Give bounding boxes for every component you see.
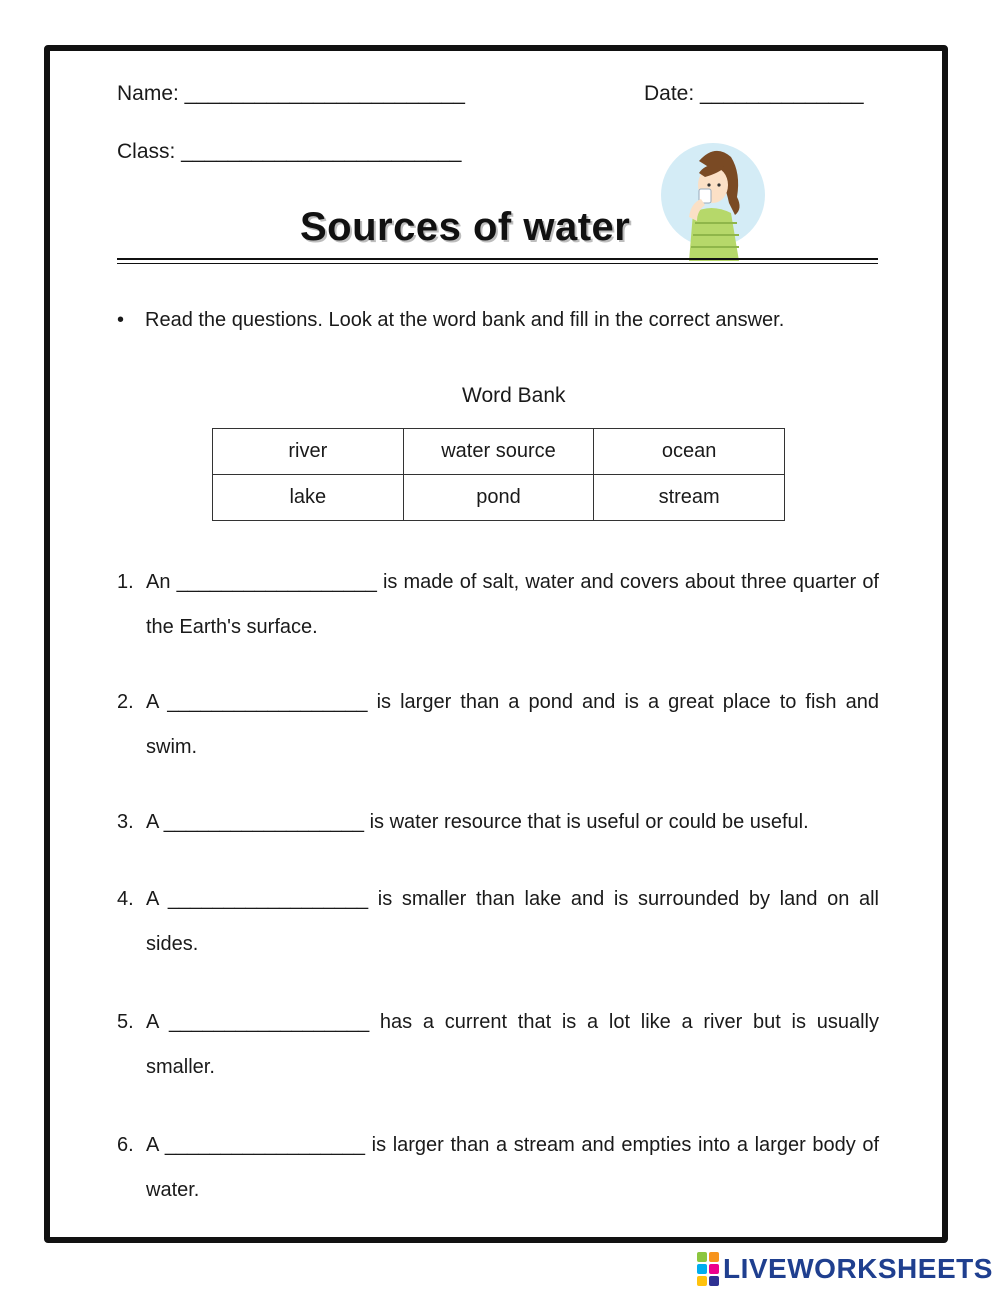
word-bank-row	[213, 429, 785, 475]
instruction-text: Read the questions. Look at the word bank and fill in the correct answer.	[145, 309, 785, 331]
word-bank-row	[213, 475, 785, 521]
liveworksheets-logo	[697, 1253, 993, 1285]
date-field[interactable]: Date: ______________	[644, 82, 864, 105]
logo-block	[697, 1264, 707, 1274]
question-text[interactable]: A __________________ is water resource that is useful or could be useful.	[146, 811, 809, 833]
word-bank-table	[212, 428, 785, 521]
word-bank-cell[interactable]: water source	[403, 429, 594, 475]
question-1	[117, 560, 879, 650]
question-5	[117, 1000, 879, 1090]
page-title: Sources of water	[300, 205, 631, 249]
instruction	[117, 309, 784, 332]
word-bank-cell[interactable]: stream	[594, 475, 785, 521]
question-number: 1.	[117, 571, 134, 593]
question-number: 6.	[117, 1134, 134, 1156]
question-4	[117, 877, 879, 967]
word-bank-cell[interactable]: pond	[403, 475, 594, 521]
logo-block	[709, 1252, 719, 1262]
word-bank-title: Word Bank	[462, 384, 566, 407]
question-text[interactable]: An __________________ is made of salt, water and covers about three quarter of the Earth's surface.	[146, 571, 879, 638]
question-number: 3.	[117, 811, 134, 833]
question-number: 5.	[117, 1011, 134, 1033]
logo-block	[709, 1276, 719, 1286]
question-text[interactable]: A __________________ is larger than a stream and empties into a larger body of water.	[146, 1134, 879, 1201]
logo-blocks-icon	[697, 1252, 719, 1286]
question-text[interactable]: A __________________ is smaller than lake and is surrounded by land on all sides.	[146, 888, 879, 955]
word-bank-cell[interactable]: river	[213, 429, 404, 475]
question-text[interactable]: A __________________ is larger than a pond and is a great place to fish and swim.	[146, 691, 879, 758]
question-2	[117, 680, 879, 770]
logo-block	[709, 1264, 719, 1274]
question-6	[117, 1123, 879, 1213]
title-rule	[117, 258, 878, 260]
logo-text: LIVEWORKSHEETS	[723, 1253, 993, 1284]
logo-block	[697, 1252, 707, 1262]
name-field[interactable]: Name: ________________________	[117, 82, 465, 105]
word-bank-cell[interactable]: lake	[213, 475, 404, 521]
word-bank-cell[interactable]: ocean	[594, 429, 785, 475]
logo-block	[697, 1276, 707, 1286]
question-number: 2.	[117, 691, 134, 713]
class-field[interactable]: Class: ________________________	[117, 140, 462, 163]
title-rule-thin	[117, 263, 878, 264]
question-number: 4.	[117, 888, 134, 910]
girl-drinking-illustration	[655, 143, 767, 266]
bullet-icon: •	[117, 309, 125, 331]
question-text[interactable]: A __________________ has a current that is a lot like a river but is usually smaller.	[146, 1011, 879, 1078]
question-3	[117, 800, 879, 845]
